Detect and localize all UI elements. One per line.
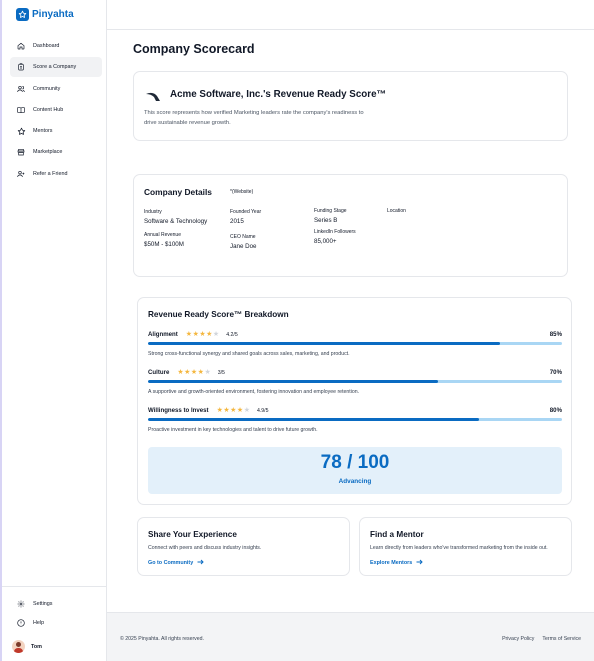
cta-title: Find a Mentor xyxy=(370,530,424,539)
metric-willingness-to-invest xyxy=(148,406,562,433)
metric-percent: 70% xyxy=(549,369,562,376)
field-location xyxy=(387,208,406,217)
copyright: © 2025 Pinyahta. All rights reserved. xyxy=(120,636,204,642)
avatar xyxy=(12,640,25,653)
footer xyxy=(107,612,594,661)
website-link[interactable]: *(Website) xyxy=(230,189,254,195)
company-details-card xyxy=(133,174,568,277)
star-logo-icon xyxy=(16,8,29,21)
star-filled-icon: ★ xyxy=(190,368,198,376)
field-label: Funding Stage xyxy=(314,208,347,214)
sidebar-item-label: Settings xyxy=(33,600,53,607)
progress-fill xyxy=(148,342,500,345)
sidebar-item-content-hub[interactable] xyxy=(10,100,102,120)
sidebar-item-label: Content Hub xyxy=(33,106,64,113)
star-empty-icon: ★ xyxy=(212,330,220,338)
field-value: Software & Technology xyxy=(144,217,208,225)
star-icon xyxy=(16,126,26,136)
field-industry xyxy=(144,209,207,225)
score-card xyxy=(133,71,568,141)
field-label: LinkedIn Followers xyxy=(314,229,356,235)
metric-score: 4.2/5 xyxy=(226,331,238,338)
user-plus-icon xyxy=(16,169,26,179)
star-rating xyxy=(186,331,219,338)
user-profile[interactable] xyxy=(12,640,42,653)
arrow-right-icon xyxy=(416,559,423,567)
arrow-right-icon xyxy=(197,559,204,567)
star-filled-icon: ★ xyxy=(216,406,223,414)
metric-name: Willingness to Invest xyxy=(148,407,209,414)
field-label: CEO Name xyxy=(230,234,256,240)
sidebar-item-help[interactable] xyxy=(10,613,102,632)
metric-score: 4.9/5 xyxy=(256,407,269,414)
sidebar-bottom-nav xyxy=(10,594,102,632)
field-value: Jane Doe xyxy=(230,242,257,250)
sidebar-item-label: Community xyxy=(33,85,61,92)
metric-percent: 85% xyxy=(549,331,562,338)
help-icon xyxy=(16,618,26,628)
field-value: 2015 xyxy=(230,217,244,225)
sidebar-item-label: Mentors xyxy=(33,128,53,135)
star-filled-icon: ★ xyxy=(177,368,184,376)
field-label: Founded Year xyxy=(230,209,262,215)
page-title: Company Scorecard xyxy=(133,42,255,56)
book-icon xyxy=(16,105,26,115)
field-label: Industry xyxy=(144,209,162,215)
users-icon xyxy=(16,84,26,94)
sidebar-item-refer-a-friend[interactable] xyxy=(10,164,102,184)
field-label: Annual Revenue xyxy=(144,232,181,238)
sidebar-item-label: Help xyxy=(33,619,45,626)
field-ceo-name xyxy=(230,234,257,250)
metric-score: 3/5 xyxy=(217,369,225,376)
share-experience-card xyxy=(137,517,350,576)
score-level-label: Advancing xyxy=(338,478,372,485)
progress-bar xyxy=(148,380,562,383)
progress-fill xyxy=(148,380,438,383)
cta-description: Connect with peers and discuss industry insights. xyxy=(148,545,262,551)
star-rating xyxy=(217,407,250,414)
clipboard-icon xyxy=(16,62,26,72)
go-to-community-link[interactable] xyxy=(148,559,204,567)
score-title: Acme Software, Inc.'s Revenue Ready Score™ xyxy=(170,89,387,100)
sidebar-item-label: Score a Company xyxy=(33,64,77,71)
explore-mentors-link[interactable] xyxy=(370,559,423,567)
score-description: This score represents how verified Marketing leaders rate the company's readiness to drive sustainable revenue growth. xyxy=(144,110,364,126)
progress-fill xyxy=(148,418,479,421)
cta-link-label: Go to Community xyxy=(148,560,194,566)
gear-icon xyxy=(16,599,26,609)
store-icon xyxy=(16,147,26,157)
field-label: Location xyxy=(387,208,406,214)
field-founded-year xyxy=(230,209,261,225)
metric-description: Proactive investment in key technologies and talent to drive future growth. xyxy=(148,427,318,433)
field-funding-stage xyxy=(314,208,347,224)
sidebar-item-label: Dashboard xyxy=(33,43,60,49)
cta-description: Learn directly from leaders who've transformed marketing from the inside out. xyxy=(370,545,548,551)
metric-percent: 80% xyxy=(549,407,562,414)
star-filled-icon: ★ xyxy=(192,330,199,338)
star-filled-icon: ★ xyxy=(223,406,230,414)
breakdown-title: Revenue Ready Score™ Breakdown xyxy=(148,310,289,319)
field-value: 85,000+ xyxy=(314,237,337,245)
field-annual-revenue xyxy=(144,232,184,248)
field-linkedin-followers xyxy=(314,229,356,245)
total-score: 78 / 100 xyxy=(320,452,390,473)
metric-alignment xyxy=(148,330,562,357)
star-empty-icon: ★ xyxy=(204,368,211,376)
top-bar xyxy=(107,0,594,30)
terms-of-service-link[interactable]: Terms of Service xyxy=(542,636,581,642)
star-empty-icon: ★ xyxy=(243,406,250,414)
star-filled-icon: ★ xyxy=(236,406,244,414)
company-details-title: Company Details xyxy=(144,187,212,197)
sidebar-item-mentors[interactable] xyxy=(10,121,102,141)
sidebar-item-label: Marketplace xyxy=(33,149,63,156)
star-filled-icon: ★ xyxy=(185,330,193,338)
score-breakdown-card xyxy=(137,297,572,505)
progress-bar xyxy=(148,342,562,345)
metric-culture xyxy=(148,368,562,395)
privacy-policy-link[interactable]: Privacy Policy xyxy=(502,636,535,642)
sidebar-item-dashboard[interactable] xyxy=(10,36,102,56)
star-filled-icon: ★ xyxy=(184,368,191,376)
sidebar-divider xyxy=(2,586,106,587)
total-score-panel xyxy=(148,447,562,494)
brand[interactable] xyxy=(16,8,74,21)
star-filled-icon: ★ xyxy=(197,368,204,376)
progress-bar xyxy=(148,418,562,421)
metric-description: A supportive and growth-oriented environment, fostering innovation and employee retention. xyxy=(148,389,360,395)
sidebar-item-marketplace[interactable] xyxy=(10,142,102,162)
star-rating xyxy=(177,369,210,376)
cta-title: Share Your Experience xyxy=(148,530,237,539)
sidebar-item-settings[interactable] xyxy=(10,594,102,613)
company-logo-icon xyxy=(145,89,162,100)
metric-name: Culture xyxy=(148,369,170,376)
sidebar xyxy=(0,0,107,661)
star-filled-icon: ★ xyxy=(206,330,213,338)
field-value: Series B xyxy=(314,216,338,224)
sidebar-item-community[interactable] xyxy=(10,79,102,99)
find-mentor-card xyxy=(359,517,572,576)
user-name: Tom xyxy=(31,643,42,650)
star-filled-icon: ★ xyxy=(230,406,237,414)
metric-description: Strong cross-functional synergy and shared goals across sales, marketing, and product. xyxy=(148,351,350,357)
sidebar-item-score-a-company[interactable] xyxy=(10,57,102,77)
footer-links xyxy=(502,636,581,642)
brand-name: Pinyahta xyxy=(32,9,74,20)
sidebar-nav xyxy=(10,36,102,185)
home-icon xyxy=(16,41,26,51)
field-value: $50M - $100M xyxy=(144,240,184,248)
cta-link-label: Explore Mentors xyxy=(370,560,413,566)
star-filled-icon: ★ xyxy=(199,330,206,338)
sidebar-item-label: Refer a Friend xyxy=(33,170,68,177)
metric-name: Alignment xyxy=(148,331,178,338)
